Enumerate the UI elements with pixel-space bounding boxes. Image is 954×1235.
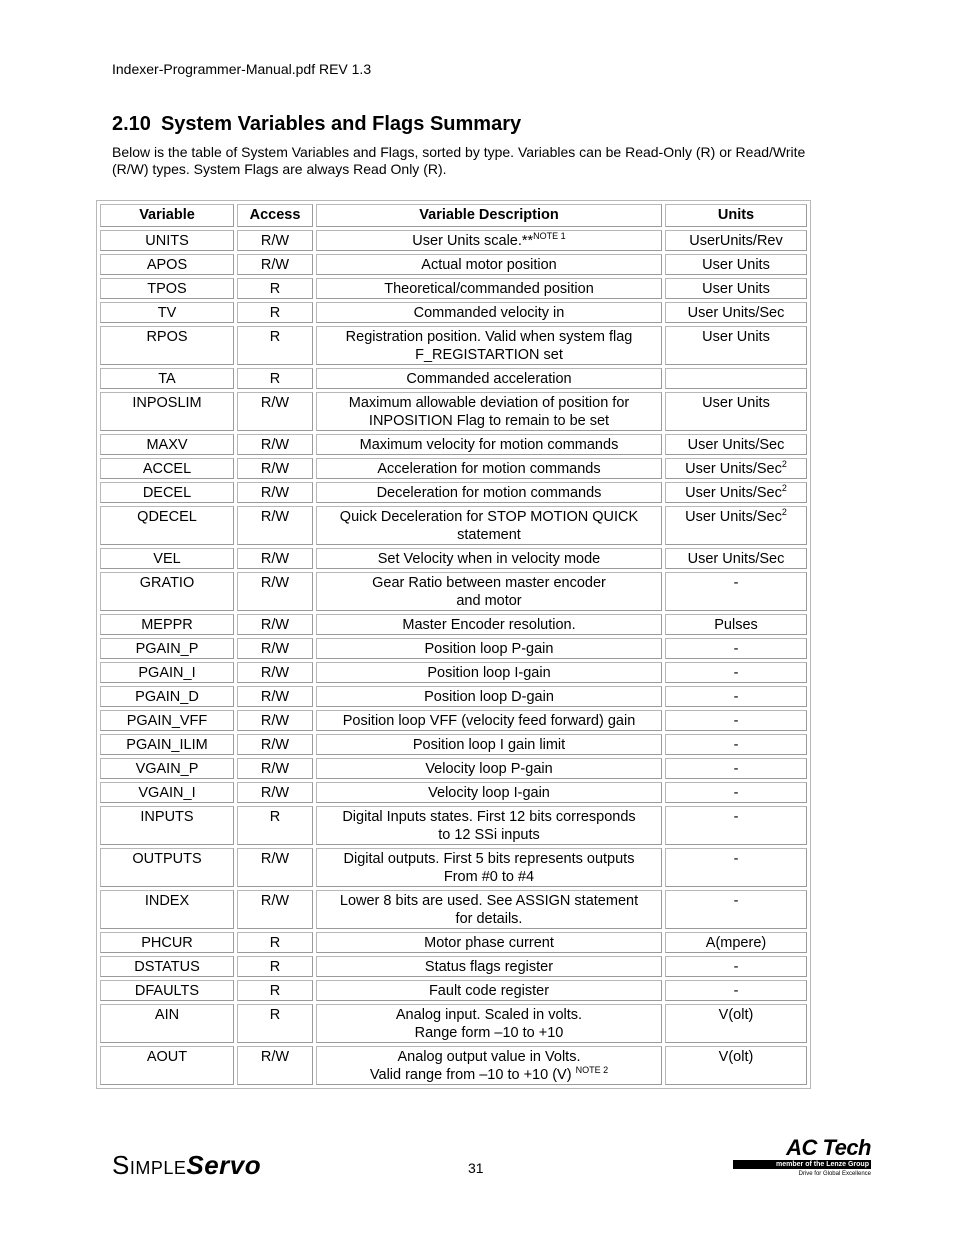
description-text: Analog input. Scaled in volts. xyxy=(395,1007,583,1023)
cell-variable: GRATIO xyxy=(100,572,234,611)
units-text: - xyxy=(733,785,739,801)
table-row xyxy=(100,734,807,755)
description-line xyxy=(321,574,657,592)
units-text: - xyxy=(733,665,739,681)
cell-description xyxy=(316,662,662,683)
cell-units xyxy=(665,806,807,845)
table-row xyxy=(100,782,807,803)
cell-variable: TA xyxy=(100,368,234,389)
cell-units xyxy=(665,1046,807,1085)
description-text: Digital Inputs states. First 12 bits corresponds xyxy=(342,809,636,825)
cell-description xyxy=(316,572,662,611)
cell-units xyxy=(665,710,807,731)
table-row xyxy=(100,980,807,1001)
table-row xyxy=(100,482,807,503)
column-header-variable: Variable xyxy=(100,204,234,227)
units-text: V(olt) xyxy=(718,1049,754,1065)
table-row xyxy=(100,710,807,731)
description-line xyxy=(321,1066,657,1084)
cell-units xyxy=(665,758,807,779)
units-text: - xyxy=(733,893,739,909)
description-line xyxy=(321,592,657,610)
cell-access: R/W xyxy=(237,614,313,635)
units-superscript: 2 xyxy=(781,459,787,469)
cell-variable: PGAIN_D xyxy=(100,686,234,707)
section-number: 2.10 xyxy=(112,113,151,135)
units-text: - xyxy=(733,689,739,705)
description-line xyxy=(321,412,657,430)
cell-access: R/W xyxy=(237,572,313,611)
cell-access: R/W xyxy=(237,890,313,929)
cell-description xyxy=(316,326,662,365)
cell-access: R xyxy=(237,806,313,845)
table-row xyxy=(100,278,807,299)
cell-variable: DFAULTS xyxy=(100,980,234,1001)
description-text: F_REGISTARTION set xyxy=(415,347,563,363)
cell-description xyxy=(316,956,662,977)
table-row xyxy=(100,806,807,845)
units-text: - xyxy=(733,959,739,975)
cell-variable: PGAIN_I xyxy=(100,662,234,683)
description-text: Position loop D-gain xyxy=(424,689,554,705)
description-line xyxy=(321,892,657,910)
description-line xyxy=(321,616,657,634)
description-line xyxy=(321,370,657,388)
cell-units xyxy=(665,392,807,431)
cell-access: R/W xyxy=(237,392,313,431)
description-text: Range form –10 to +10 xyxy=(414,1025,564,1041)
cell-units xyxy=(665,548,807,569)
description-line xyxy=(321,328,657,346)
table-row xyxy=(100,392,807,431)
note-superscript: NOTE 1 xyxy=(533,231,566,241)
description-line xyxy=(321,712,657,730)
description-line xyxy=(321,808,657,826)
description-line xyxy=(321,910,657,928)
cell-description xyxy=(316,482,662,503)
cell-variable: MEPPR xyxy=(100,614,234,635)
description-text: Acceleration for motion commands xyxy=(377,461,601,477)
cell-units xyxy=(665,956,807,977)
units-text: User Units/Sec xyxy=(685,461,782,477)
variables-table-wrapper xyxy=(96,200,811,1089)
cell-description xyxy=(316,548,662,569)
cell-variable: PGAIN_P xyxy=(100,638,234,659)
cell-variable: DECEL xyxy=(100,482,234,503)
table-row xyxy=(100,614,807,635)
cell-variable: INPOSLIM xyxy=(100,392,234,431)
cell-description xyxy=(316,782,662,803)
cell-variable: AIN xyxy=(100,1004,234,1043)
description-text: Lower 8 bits are used. See ASSIGN statement xyxy=(339,893,639,909)
description-line xyxy=(321,688,657,706)
description-text: Gear Ratio between master encoder xyxy=(372,575,606,591)
cell-units xyxy=(665,782,807,803)
cell-description xyxy=(316,1004,662,1043)
cell-access: R/W xyxy=(237,458,313,479)
cell-access: R xyxy=(237,1004,313,1043)
cell-units xyxy=(665,458,807,479)
section-title-text: System Variables and Flags Summary xyxy=(160,113,522,135)
logo-servo-text: Servo xyxy=(186,1150,262,1180)
cell-description xyxy=(316,932,662,953)
cell-access: R/W xyxy=(237,506,313,545)
cell-units xyxy=(665,638,807,659)
table-row xyxy=(100,572,807,611)
cell-access: R/W xyxy=(237,758,313,779)
description-text: Motor phase current xyxy=(424,935,554,951)
cell-description xyxy=(316,758,662,779)
description-line xyxy=(321,664,657,682)
description-line xyxy=(321,526,657,544)
table-row xyxy=(100,326,807,365)
table-row xyxy=(100,1004,807,1043)
description-line xyxy=(321,1006,657,1024)
units-text: User Units/Sec xyxy=(687,305,785,321)
units-text: User Units/Sec xyxy=(685,509,782,525)
description-text: Set Velocity when in velocity mode xyxy=(377,551,601,567)
cell-description xyxy=(316,1046,662,1085)
cell-variable: VEL xyxy=(100,548,234,569)
description-line xyxy=(321,640,657,658)
cell-units xyxy=(665,506,807,545)
cell-variable: ACCEL xyxy=(100,458,234,479)
description-text: Position loop P-gain xyxy=(424,641,554,657)
description-text: User Units scale.** xyxy=(412,233,534,249)
units-text: - xyxy=(733,575,739,591)
units-text: - xyxy=(733,983,739,999)
cell-access: R/W xyxy=(237,638,313,659)
cell-variable: RPOS xyxy=(100,326,234,365)
table-header-row xyxy=(100,204,807,227)
units-text: Pulses xyxy=(714,617,758,633)
description-text: Maximum allowable deviation of position for xyxy=(348,395,630,411)
cell-variable: AOUT xyxy=(100,1046,234,1085)
intro-paragraph: Below is the table of System Variables and Flags, sorted by type. Variables can be Read-Only (R) or Read/Write (R/W) types. System Flags are always Read Only (R). xyxy=(112,144,806,177)
table-body xyxy=(100,230,807,1085)
actech-brand: AC Tech xyxy=(786,1135,871,1160)
description-text: Position loop I-gain xyxy=(427,665,551,681)
description-text: statement xyxy=(457,527,521,543)
units-text: User Units xyxy=(702,395,770,411)
description-text: Valid range from –10 to +10 (V) xyxy=(369,1067,576,1083)
description-text: Fault code register xyxy=(428,983,550,999)
cell-variable: INDEX xyxy=(100,890,234,929)
cell-units xyxy=(665,278,807,299)
cell-variable: OUTPUTS xyxy=(100,848,234,887)
cell-units xyxy=(665,848,807,887)
table-row xyxy=(100,662,807,683)
description-text: Velocity loop I-gain xyxy=(428,785,550,801)
cell-description xyxy=(316,302,662,323)
cell-description xyxy=(316,230,662,251)
table-row xyxy=(100,230,807,251)
description-line xyxy=(321,550,657,568)
description-line xyxy=(321,346,657,364)
description-line xyxy=(321,934,657,952)
document-header: Indexer-Programmer-Manual.pdf REV 1.3 xyxy=(112,61,372,77)
cell-units xyxy=(665,734,807,755)
cell-description xyxy=(316,254,662,275)
cell-units xyxy=(665,1004,807,1043)
cell-description xyxy=(316,434,662,455)
cell-units xyxy=(665,614,807,635)
cell-access: R/W xyxy=(237,848,313,887)
page-number: 31 xyxy=(468,1160,484,1176)
description-line xyxy=(321,958,657,976)
description-line xyxy=(321,304,657,322)
description-text: Actual motor position xyxy=(421,257,557,273)
table-row xyxy=(100,1046,807,1085)
cell-variable: VGAIN_P xyxy=(100,758,234,779)
cell-access: R xyxy=(237,956,313,977)
cell-variable: DSTATUS xyxy=(100,956,234,977)
cell-access: R/W xyxy=(237,230,313,251)
note-superscript: NOTE 2 xyxy=(575,1065,609,1075)
actech-member-bar: member of the Lenze Group xyxy=(733,1160,871,1169)
description-text: Quick Deceleration for STOP MOTION QUICK xyxy=(339,509,639,525)
cell-access: R xyxy=(237,278,313,299)
description-text: Analog output value in Volts. xyxy=(397,1049,581,1065)
description-line xyxy=(321,850,657,868)
description-text: Commanded velocity in xyxy=(413,305,565,321)
table-row xyxy=(100,368,807,389)
cell-variable: PGAIN_ILIM xyxy=(100,734,234,755)
actech-logo xyxy=(733,1136,873,1180)
units-superscript: 2 xyxy=(781,483,787,493)
description-line xyxy=(321,760,657,778)
description-text: Position loop VFF (velocity feed forward) gain xyxy=(342,713,636,729)
cell-variable: PHCUR xyxy=(100,932,234,953)
cell-description xyxy=(316,686,662,707)
cell-access: R/W xyxy=(237,548,313,569)
cell-description xyxy=(316,734,662,755)
table-row xyxy=(100,932,807,953)
cell-description xyxy=(316,980,662,1001)
table-row xyxy=(100,956,807,977)
cell-units xyxy=(665,326,807,365)
units-text: UserUnits/Rev xyxy=(689,233,783,249)
cell-variable: PGAIN_VFF xyxy=(100,710,234,731)
simpleservo-logo xyxy=(112,1150,261,1181)
cell-access: R/W xyxy=(237,434,313,455)
table-row xyxy=(100,434,807,455)
cell-access: R xyxy=(237,932,313,953)
description-line xyxy=(321,256,657,274)
description-line xyxy=(321,484,657,502)
cell-units xyxy=(665,302,807,323)
description-text: Commanded acceleration xyxy=(406,371,572,387)
cell-description xyxy=(316,806,662,845)
description-line xyxy=(321,232,657,250)
logo-simple-text: Simple xyxy=(112,1150,187,1180)
cell-units xyxy=(665,980,807,1001)
units-text: User Units/Sec xyxy=(687,437,785,453)
column-header-description: Variable Description xyxy=(316,204,662,227)
cell-description xyxy=(316,278,662,299)
cell-variable: QDECEL xyxy=(100,506,234,545)
cell-units xyxy=(665,434,807,455)
cell-variable: MAXV xyxy=(100,434,234,455)
description-line xyxy=(321,508,657,526)
cell-access: R/W xyxy=(237,782,313,803)
units-text: - xyxy=(733,713,739,729)
units-text: - xyxy=(733,641,739,657)
description-text: Deceleration for motion commands xyxy=(376,485,602,501)
cell-access: R/W xyxy=(237,710,313,731)
description-text: INPOSITION Flag to remain to be set xyxy=(368,413,610,429)
units-superscript: 2 xyxy=(781,507,787,517)
cell-access: R/W xyxy=(237,482,313,503)
description-text: for details. xyxy=(455,911,523,927)
cell-units xyxy=(665,230,807,251)
table-row xyxy=(100,506,807,545)
description-line xyxy=(321,460,657,478)
cell-description xyxy=(316,848,662,887)
description-text: Theoretical/commanded position xyxy=(384,281,594,297)
cell-description xyxy=(316,890,662,929)
table-row xyxy=(100,686,807,707)
description-line xyxy=(321,436,657,454)
cell-variable: VGAIN_I xyxy=(100,782,234,803)
cell-access: R/W xyxy=(237,734,313,755)
table-row xyxy=(100,302,807,323)
cell-variable: TV xyxy=(100,302,234,323)
cell-units xyxy=(665,662,807,683)
description-line xyxy=(321,868,657,886)
table-row xyxy=(100,890,807,929)
cell-units xyxy=(665,890,807,929)
table-row xyxy=(100,254,807,275)
cell-access: R xyxy=(237,980,313,1001)
column-header-access: Access xyxy=(237,204,313,227)
units-text: User Units/Sec xyxy=(687,551,785,567)
units-text: User Units xyxy=(702,329,770,345)
description-text: Status flags register xyxy=(424,959,554,975)
description-text: Master Encoder resolution. xyxy=(402,617,576,633)
units-text: User Units/Sec xyxy=(685,485,782,501)
description-text: Maximum velocity for motion commands xyxy=(359,437,619,453)
cell-description xyxy=(316,368,662,389)
cell-variable: UNITS xyxy=(100,230,234,251)
description-text: to 12 SSi inputs xyxy=(438,827,540,843)
table-row xyxy=(100,548,807,569)
units-text: - xyxy=(733,851,739,867)
cell-units xyxy=(665,686,807,707)
cell-units xyxy=(665,368,807,389)
table-row xyxy=(100,458,807,479)
units-text: User Units xyxy=(702,257,770,273)
table-row xyxy=(100,638,807,659)
table-row xyxy=(100,758,807,779)
cell-units xyxy=(665,572,807,611)
description-line xyxy=(321,1048,657,1066)
cell-description xyxy=(316,458,662,479)
cell-description xyxy=(316,506,662,545)
description-line xyxy=(321,280,657,298)
cell-access: R/W xyxy=(237,686,313,707)
units-text: User Units xyxy=(702,281,770,297)
cell-description xyxy=(316,614,662,635)
cell-access: R/W xyxy=(237,662,313,683)
description-text: From #0 to #4 xyxy=(443,869,535,885)
cell-description xyxy=(316,710,662,731)
column-header-units: Units xyxy=(665,204,807,227)
description-line xyxy=(321,826,657,844)
units-text: - xyxy=(733,809,739,825)
cell-access: R xyxy=(237,302,313,323)
description-line xyxy=(321,982,657,1000)
cell-description xyxy=(316,638,662,659)
table-row xyxy=(100,848,807,887)
description-line xyxy=(321,1024,657,1042)
units-text: V(olt) xyxy=(718,1007,754,1023)
units-text: A(mpere) xyxy=(705,935,767,951)
system-variables-table xyxy=(96,200,811,1089)
cell-units xyxy=(665,254,807,275)
units-text: - xyxy=(733,737,739,753)
cell-units xyxy=(665,932,807,953)
description-text: and motor xyxy=(456,593,522,609)
description-text: Registration position. Valid when system flag xyxy=(345,329,633,345)
description-line xyxy=(321,394,657,412)
cell-access: R xyxy=(237,368,313,389)
cell-access: R/W xyxy=(237,254,313,275)
units-text: - xyxy=(733,761,739,777)
cell-units xyxy=(665,482,807,503)
section-title xyxy=(112,113,521,136)
description-text: Velocity loop P-gain xyxy=(425,761,553,777)
cell-access: R xyxy=(237,326,313,365)
actech-tagline: Drive for Global Excellence xyxy=(798,1171,871,1177)
description-text: Digital outputs. First 5 bits represents outputs xyxy=(343,851,635,867)
cell-variable: TPOS xyxy=(100,278,234,299)
description-text: Position loop I gain limit xyxy=(412,737,566,753)
description-line xyxy=(321,736,657,754)
cell-access: R/W xyxy=(237,1046,313,1085)
cell-variable: APOS xyxy=(100,254,234,275)
cell-description xyxy=(316,392,662,431)
cell-variable: INPUTS xyxy=(100,806,234,845)
description-line xyxy=(321,784,657,802)
